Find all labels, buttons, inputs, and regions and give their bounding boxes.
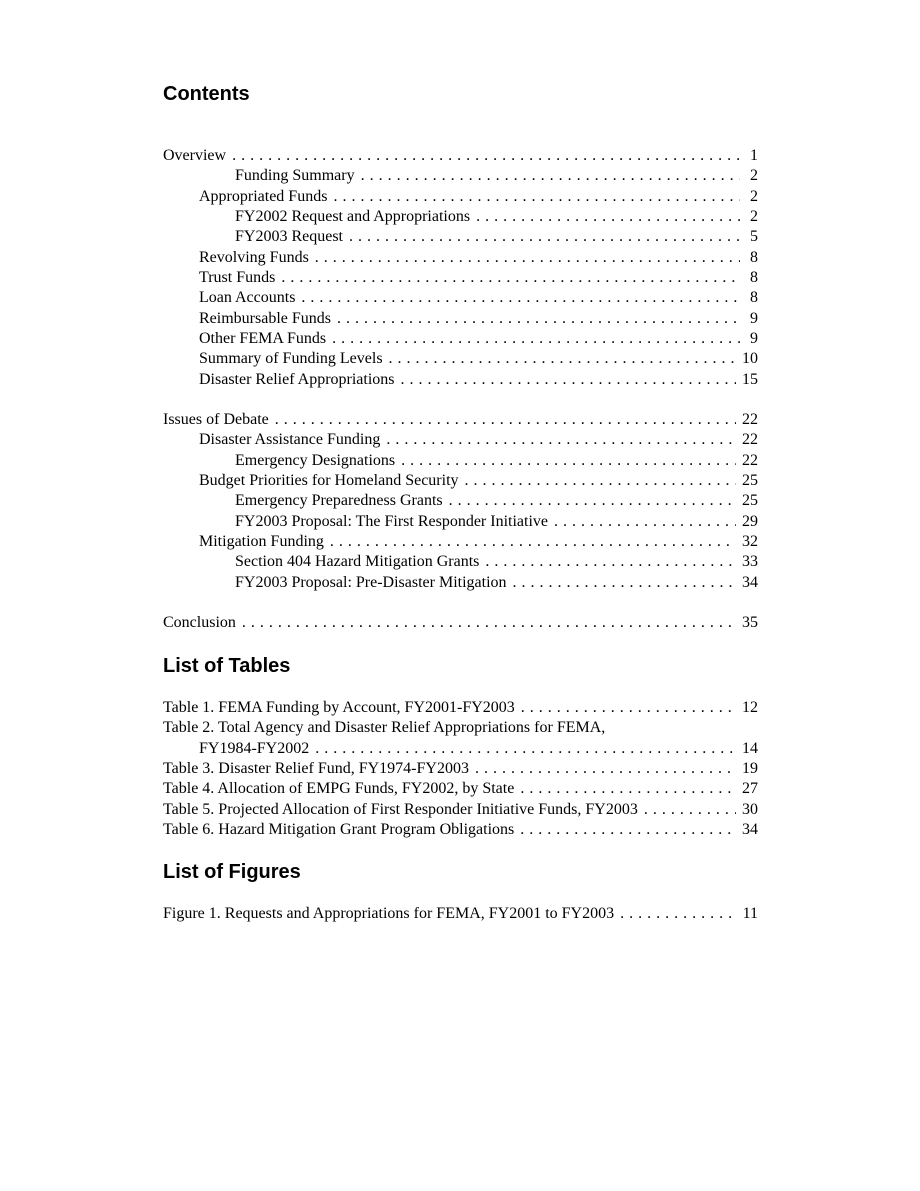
dot-leader: [554, 512, 736, 532]
toc-entry[interactable]: [163, 268, 758, 288]
toc-page-number: 35: [742, 613, 758, 631]
dot-leader: [389, 349, 736, 369]
toc-entry[interactable]: [163, 329, 758, 349]
dot-leader: [475, 759, 736, 779]
dot-leader: [315, 739, 736, 759]
table-entry-continuation[interactable]: [163, 739, 758, 759]
toc-page-number: 22: [742, 410, 758, 428]
toc-page-number: 8: [750, 248, 758, 266]
table-entry[interactable]: [163, 820, 758, 840]
toc-entry-title: Mitigation Funding: [199, 532, 324, 550]
toc-page-number: 10: [742, 350, 758, 368]
dot-leader: [232, 146, 740, 166]
figure-page-number: 11: [742, 905, 758, 922]
table-page-number: 14: [742, 739, 758, 757]
list-of-figures-heading: List of Figures: [163, 861, 301, 883]
toc-page-number: 2: [750, 207, 758, 225]
dot-leader: [644, 800, 736, 820]
tables-list: [163, 698, 758, 840]
toc-entry[interactable]: [163, 370, 758, 390]
toc-entry[interactable]: [163, 227, 758, 247]
dot-leader: [386, 430, 736, 450]
table-entry[interactable]: [163, 698, 758, 718]
table-entry[interactable]: [163, 800, 758, 820]
dot-leader: [301, 288, 740, 308]
contents-list: [163, 146, 758, 633]
table-entry[interactable]: [163, 718, 758, 738]
table-entry-title: Table 1. FEMA Funding by Account, FY2001-FY2003: [163, 699, 515, 716]
toc-page-number: 22: [742, 451, 758, 469]
dot-leader: [330, 532, 736, 552]
toc-entry[interactable]: [163, 288, 758, 308]
list-of-tables-heading: List of Tables: [163, 655, 291, 677]
dot-leader: [332, 329, 740, 349]
figure-entry-title: Figure 1. Requests and Appropriations for FEMA, FY2001 to FY2003: [163, 905, 615, 922]
dot-leader: [449, 491, 736, 511]
table-entry-title: Table 4. Allocation of EMPG Funds, FY2002, by State: [163, 780, 515, 798]
toc-page-number: 25: [742, 471, 758, 489]
toc-entry[interactable]: [163, 207, 758, 227]
toc-entry[interactable]: [163, 552, 758, 572]
toc-entry[interactable]: [163, 187, 758, 207]
toc-entry[interactable]: [163, 512, 758, 532]
table-entry[interactable]: [163, 759, 758, 779]
toc-entry-title: Funding Summary: [235, 167, 355, 185]
toc-entry-title: Budget Priorities for Homeland Security: [199, 471, 459, 489]
toc-page-number: 8: [750, 268, 758, 286]
toc-entry[interactable]: [163, 451, 758, 471]
dot-leader: [401, 370, 736, 390]
toc-entry[interactable]: [163, 410, 758, 430]
toc-entry-title: Reimbursable Funds: [199, 309, 331, 327]
dot-leader: [521, 698, 736, 718]
toc-entry[interactable]: [163, 491, 758, 511]
toc-page-number: 2: [750, 167, 758, 185]
toc-page-number: 2: [750, 187, 758, 205]
toc-page-number: 32: [742, 532, 758, 550]
table-entry[interactable]: [163, 779, 758, 799]
dot-leader: [520, 820, 736, 840]
toc-page-number: 9: [750, 309, 758, 327]
table-entry-title: Table 5. Projected Allocation of First Responder Initiative Funds, FY2003: [163, 800, 638, 818]
table-entry-title: Table 2. Total Agency and Disaster Relief Appropriations for FEMA,: [163, 719, 606, 737]
toc-entry-title: Disaster Relief Appropriations: [199, 370, 395, 388]
table-page-number: 12: [742, 699, 758, 716]
toc-entry[interactable]: [163, 573, 758, 593]
toc-entry[interactable]: [163, 349, 758, 369]
dot-leader: [513, 573, 736, 593]
dot-leader: [349, 227, 740, 247]
toc-entry[interactable]: [163, 471, 758, 491]
dot-leader: [465, 471, 736, 491]
table-entry-title-continued: FY1984-FY2002: [199, 739, 310, 757]
dot-leader: [520, 779, 736, 799]
toc-entry-title: FY2003 Request: [235, 228, 343, 246]
toc-entry-title: FY2003 Proposal: The First Responder Initiative: [235, 512, 549, 530]
table-entry-title: Table 3. Disaster Relief Fund, FY1974-FY2003: [163, 759, 469, 777]
dot-leader: [337, 309, 740, 329]
dot-leader: [333, 187, 740, 207]
dot-leader: [485, 552, 736, 572]
toc-entry-title: Revolving Funds: [199, 248, 309, 266]
toc-page-number: 9: [750, 329, 758, 347]
dot-leader: [281, 268, 740, 288]
toc-page-number: 8: [750, 289, 758, 307]
toc-page-number: 5: [750, 228, 758, 246]
dot-leader: [476, 207, 740, 227]
toc-page-number: 15: [742, 370, 758, 388]
toc-entry[interactable]: [163, 248, 758, 268]
table-page-number: 30: [742, 800, 758, 818]
toc-page-number: 33: [742, 553, 758, 571]
toc-entry[interactable]: [163, 613, 758, 633]
dot-leader: [315, 248, 740, 268]
toc-entry-title: Section 404 Hazard Mitigation Grants: [235, 553, 480, 571]
dot-leader: [242, 613, 736, 633]
table-page-number: 19: [742, 759, 758, 777]
toc-entry-title: Issues of Debate: [163, 410, 269, 428]
contents-heading: Contents: [163, 83, 250, 105]
dot-leader: [620, 904, 736, 924]
toc-entry[interactable]: [163, 430, 758, 450]
toc-page-number: 1: [750, 147, 758, 164]
toc-entry-title: Loan Accounts: [199, 289, 296, 307]
toc-entry-title: FY2002 Request and Appropriations: [235, 207, 471, 225]
toc-page-number: 22: [742, 431, 758, 449]
toc-entry-title: Trust Funds: [199, 268, 276, 286]
toc-page-number: 34: [742, 573, 758, 591]
toc-entry-title: Conclusion: [163, 613, 236, 631]
toc-entry-title: Emergency Designations: [235, 451, 396, 469]
toc-page-number: 25: [742, 492, 758, 510]
table-page-number: 34: [742, 820, 758, 838]
toc-entry[interactable]: [163, 146, 758, 166]
toc-entry[interactable]: [163, 166, 758, 186]
toc-entry[interactable]: [163, 532, 758, 552]
dot-leader: [275, 410, 736, 430]
dot-leader: [361, 166, 740, 186]
table-entry-title: Table 6. Hazard Mitigation Grant Program Obligations: [163, 820, 515, 838]
table-page-number: 27: [742, 780, 758, 798]
dot-leader: [401, 451, 736, 471]
toc-entry-title: Other FEMA Funds: [199, 329, 327, 347]
toc-entry-title: FY2003 Proposal: Pre-Disaster Mitigation: [235, 573, 507, 591]
toc-entry[interactable]: [163, 309, 758, 329]
toc-entry-title: Summary of Funding Levels: [199, 350, 383, 368]
toc-entry-title: Emergency Preparedness Grants: [235, 492, 443, 510]
toc-page-number: 29: [742, 512, 758, 530]
figure-entry[interactable]: [163, 904, 758, 924]
toc-entry-title: Appropriated Funds: [199, 187, 328, 205]
figures-list: [163, 904, 758, 924]
toc-entry-title: Disaster Assistance Funding: [199, 431, 381, 449]
toc-entry-title: Overview: [163, 147, 227, 164]
